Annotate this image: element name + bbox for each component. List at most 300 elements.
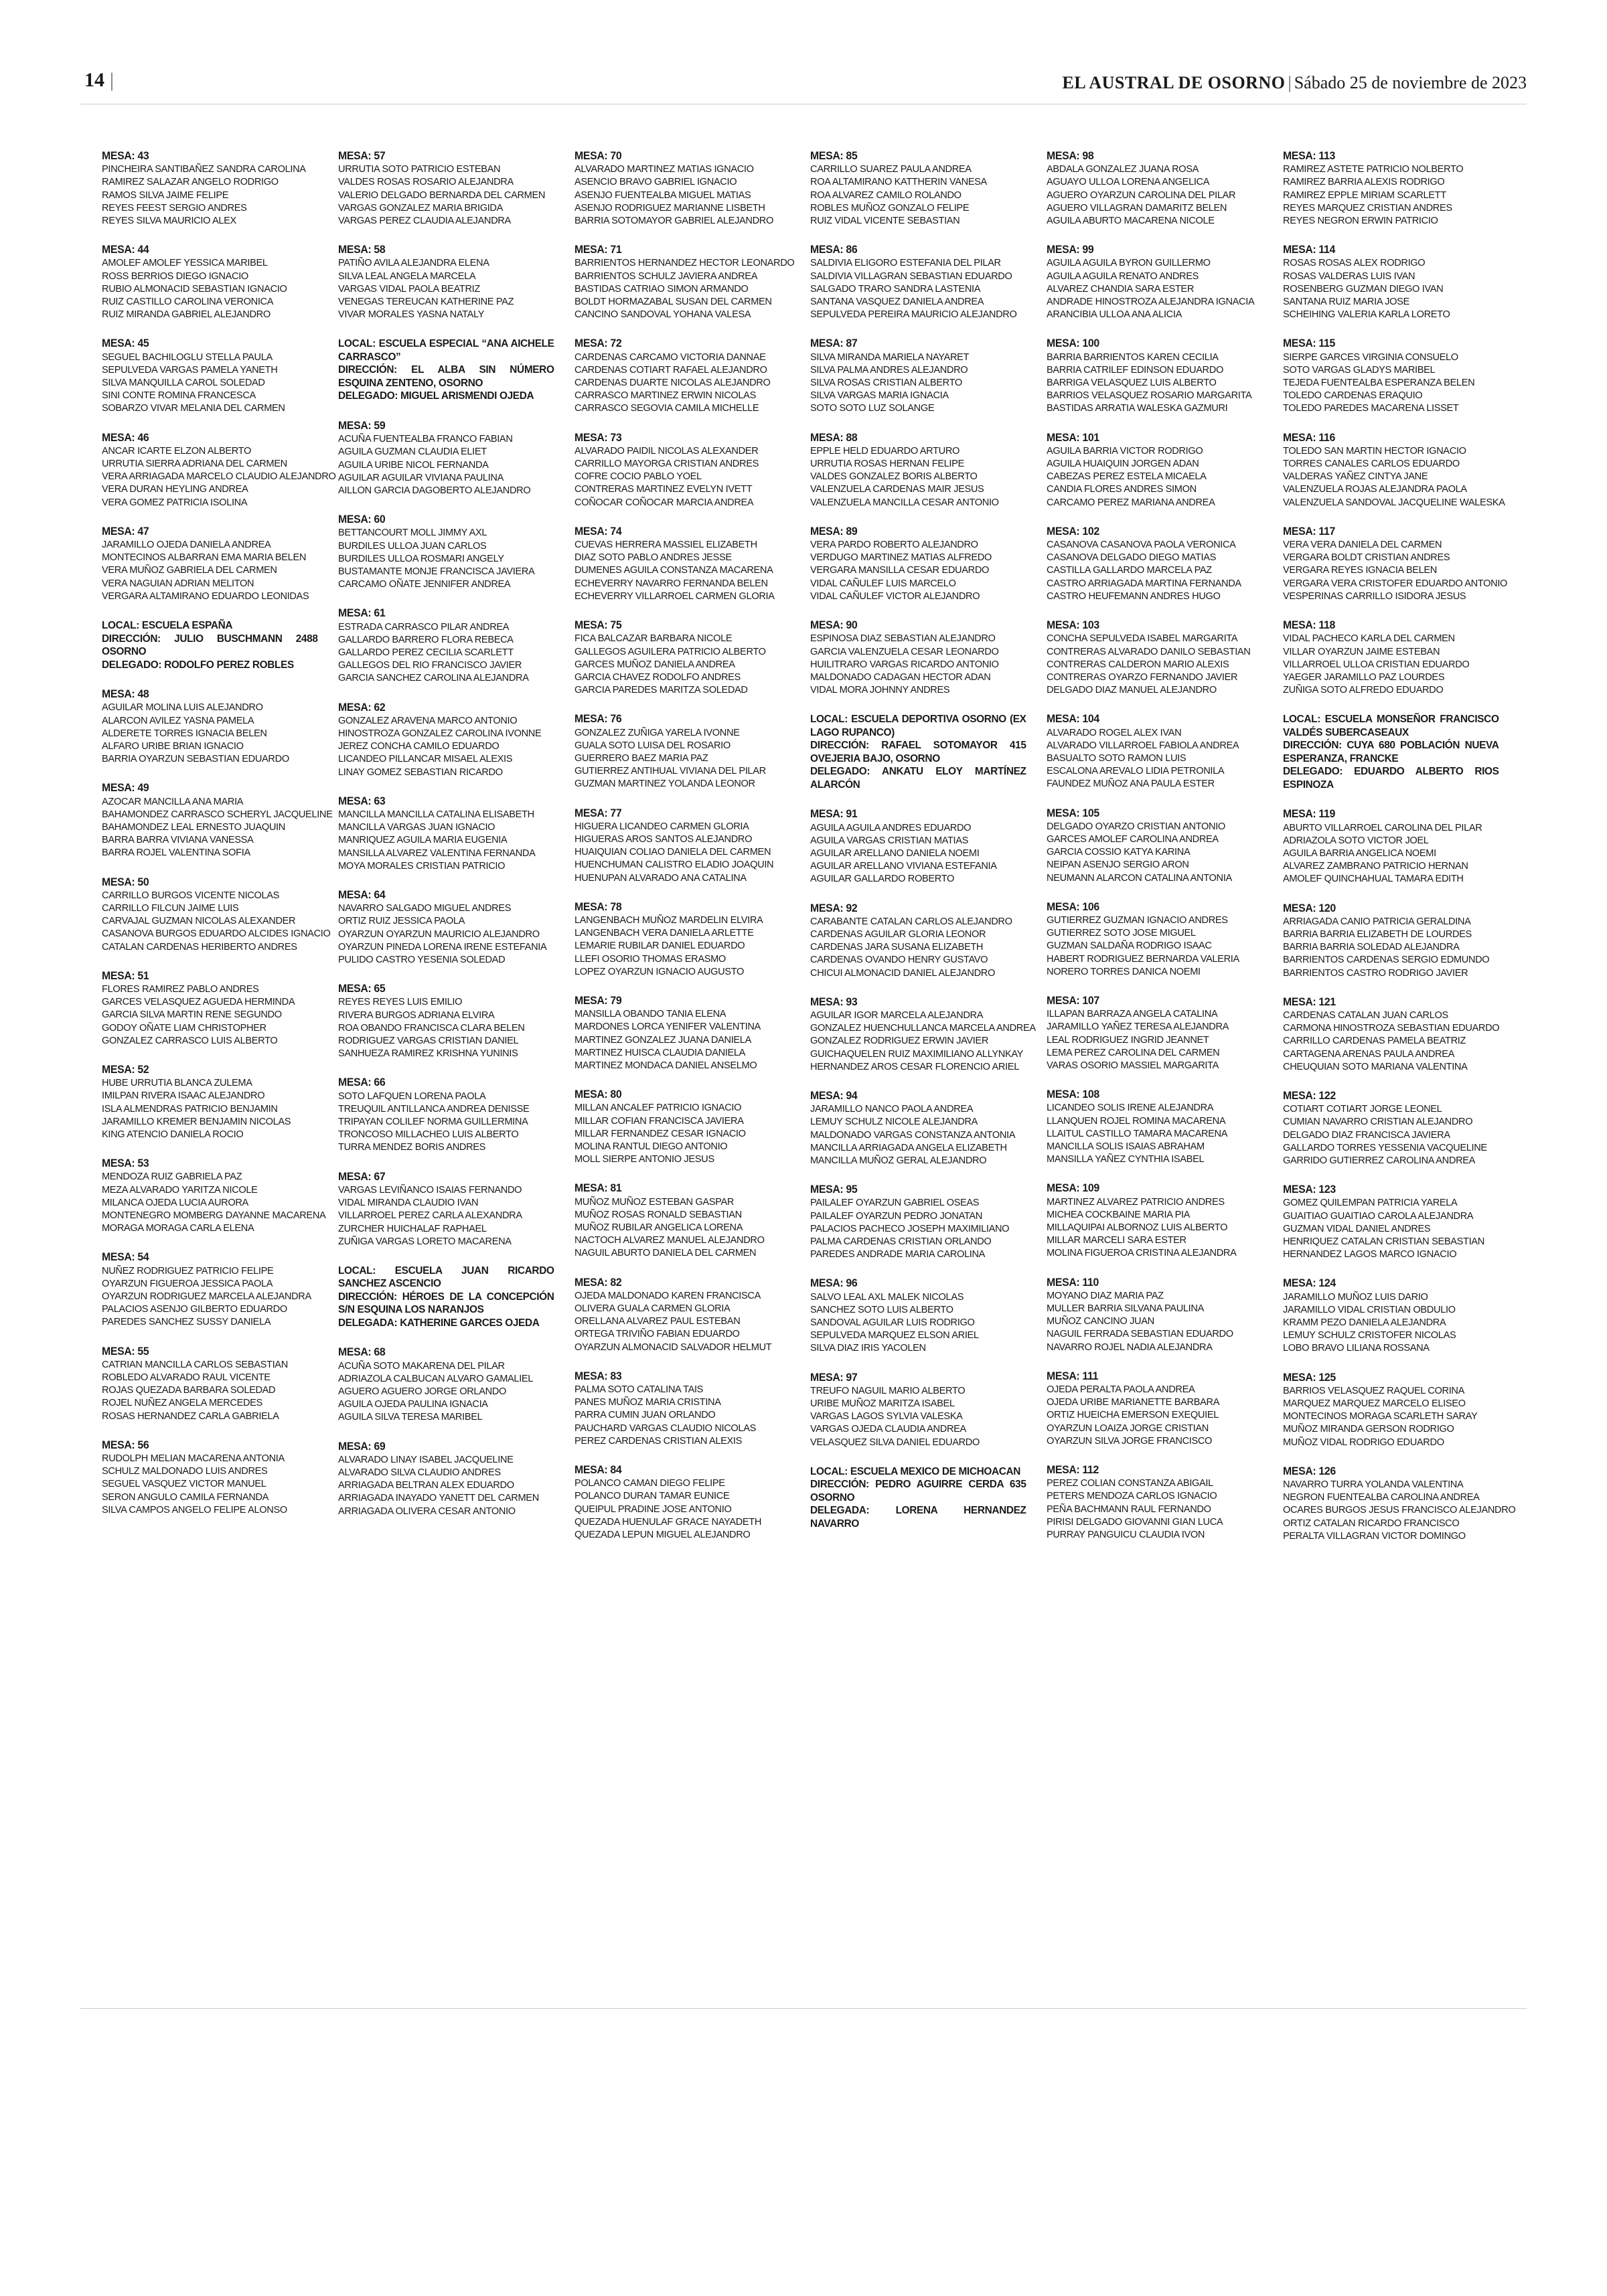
voter-name: LINAY GOMEZ SEBASTIAN RICARDO — [337, 766, 503, 778]
mesa-block — [575, 901, 791, 978]
voter-name: SEPULVEDA PEREIRA MAURICIO ALEJANDRO — [810, 309, 1017, 321]
mesa-title: MESA: 103 — [1047, 619, 1100, 632]
mesa-block — [1283, 996, 1499, 1073]
voter-name: NACTOCH ALVAREZ MANUEL ALEJANDRO — [574, 1234, 765, 1246]
voter-name: GONZALEZ HUENCHULLANCA MARCELA ANDREA — [810, 1022, 1037, 1034]
voter-name: JARAMILLO YAÑEZ TERESA ALEJANDRA — [1047, 1021, 1229, 1033]
voter-name: VERGARA REYES IGNACIA BELEN — [1282, 564, 1437, 576]
voter-name: VARGAS VIDAL PAOLA BEATRIZ — [337, 282, 480, 295]
mesa-block — [1047, 432, 1263, 509]
voter-name: ALVARADO PAIDIL NICOLAS ALEXANDER — [574, 444, 758, 457]
voter-name: LICANDEO PILLANCAR MISAEL ALEXIS — [337, 753, 512, 765]
voter-name: OJEDA PERALTA PAOLA ANDREA — [1047, 1384, 1195, 1396]
voter-name: TOLEDO SAN MARTIN HECTOR IGNACIO — [1282, 444, 1466, 457]
voter-name: MONTENEGRO MOMBERG DAYANNE MACARENA — [102, 1210, 326, 1221]
voter-name: ASENJO RODRIGUEZ MARIANNE LISBETH — [574, 201, 765, 214]
voter-name: COÑOCAR COÑOCAR MARCIA ANDREA — [574, 496, 753, 508]
mesa-block — [1047, 995, 1263, 1072]
mesa-block — [810, 619, 1026, 696]
local-name: LOCAL: ESCUELA DEPORTIVA OSORNO (EX LAGO RUPANCO) — [810, 714, 1026, 738]
voter-name: CARVAJAL GUZMAN NICOLAS ALEXANDER — [102, 915, 296, 927]
voter-name: PULIDO CASTRO YESENIA SOLEDAD — [337, 954, 506, 966]
voter-name: MANCILLA ARRIAGADA ANGELA ELIZABETH — [810, 1141, 1008, 1153]
voter-name: POLANCO CAMAN DIEGO FELIPE — [574, 1477, 725, 1489]
voter-name: URRUTIA SIERRA ADRIANA DEL CARMEN — [102, 458, 287, 470]
voter-name: VARGAS LAGOS SYLVIA VALESKA — [810, 1410, 963, 1422]
voter-name: KRAMM PEZO DANIELA ALEJANDRA — [1282, 1317, 1446, 1329]
mesa-title: MESA: 57 — [337, 150, 386, 162]
voter-name: MILANCA OJEDA LUCIA AURORA — [102, 1196, 248, 1208]
voter-name: OYARZUN PINEDA LORENA IRENE ESTEFANIA — [337, 940, 547, 953]
local-address: DIRECCIÓN: JULIO BUSCHMANN 2488 OSORNO — [102, 633, 318, 658]
voter-name: ADRIAZOLA SOTO VICTOR JOEL — [1282, 834, 1429, 846]
mesa-block — [575, 619, 791, 696]
voter-name: ANCAR ICARTE ELZON ALBERTO — [102, 444, 252, 457]
voter-name: OYARZUN FIGUEROA JESSICA PAOLA — [102, 1277, 273, 1289]
voter-name: CARDENAS CARCAMO VICTORIA DANNAE — [574, 351, 766, 363]
voter-name: TOLEDO PAREDES MACARENA LISSET — [1282, 402, 1459, 414]
voter-name: HERNANDEZ AROS CESAR FLORENCIO ARIEL — [810, 1060, 1020, 1072]
voter-name: ZURCHER HUICHALAF RAPHAEL — [337, 1222, 487, 1234]
voter-name: VELASQUEZ SILVA DANIEL EDUARDO — [810, 1436, 980, 1448]
local-delegate: DELEGADA: LORENA HERNANDEZ NAVARRO — [810, 1505, 1026, 1530]
mesa-title: MESA: 54 — [102, 1251, 149, 1264]
mesa-title: MESA: 91 — [810, 808, 858, 821]
mesa-title: MESA: 111 — [1047, 1370, 1099, 1382]
voter-name: SOTO VARGAS GLADYS MARIBEL — [1282, 363, 1436, 376]
voter-name: ROA ALTAMIRANO KATTHERIN VANESA — [810, 176, 988, 188]
voter-name: NAVARRO ROJEL NADIA ALEJANDRA — [1047, 1341, 1213, 1353]
voter-name: JARAMILLO OJEDA DANIELA ANDREA — [102, 539, 271, 551]
mesa-title: MESA: 96 — [810, 1277, 858, 1290]
mesa-block — [810, 902, 1026, 979]
voter-name: HERNANDEZ LAGOS MARCO IGNACIO — [1282, 1248, 1457, 1260]
voter-name: CHEUQUIAN SOTO MARIANA VALENTINA — [1282, 1060, 1468, 1072]
mesa-block — [810, 432, 1026, 509]
mesa-block — [1047, 244, 1263, 321]
voter-name: MARQUEZ MARQUEZ MARCELO ELISEO — [1282, 1398, 1466, 1410]
mesa-title: MESA: 56 — [102, 1439, 149, 1451]
voter-name: MENDOZA RUIZ GABRIELA PAZ — [102, 1171, 242, 1183]
mesa-block — [102, 688, 318, 765]
voter-name: VALDES GONZALEZ BORIS ALBERTO — [810, 471, 978, 483]
mesa-title: MESA: 121 — [1282, 995, 1336, 1008]
voter-name: TOLEDO CARDENAS ERAQUIO — [1282, 390, 1423, 402]
voter-name: VALDES ROSAS ROSARIO ALEJANDRA — [337, 176, 514, 188]
voter-name: NEGRON FUENTEALBA CAROLINA ANDREA — [1282, 1491, 1480, 1503]
voter-name: VERA VERA DANIELA DEL CARMEN — [1282, 539, 1442, 551]
local-delegate: DELEGADA: KATHERINE GARCES OJEDA — [337, 1317, 540, 1329]
voter-name: MONTECINOS MORAGA SCARLETH SARAY — [1282, 1410, 1478, 1422]
mesa-block — [102, 1345, 318, 1422]
mesa-title: MESA: 87 — [810, 337, 858, 350]
masthead: EL AUSTRAL DE OSORNO | Sábado 25 de noviembre de 2023 — [1062, 73, 1527, 92]
mesa-title: MESA: 78 — [574, 900, 621, 913]
voter-name: NAGUIL ABURTO DANIELA DEL CARMEN — [574, 1247, 756, 1259]
voter-name: AGUILA SILVA TERESA MARIBEL — [337, 1411, 483, 1423]
voter-name: CARRILLO BURGOS VICENTE NICOLAS — [102, 889, 280, 901]
voter-name: ESPINOSA DIAZ SEBASTIAN ALEJANDRO — [810, 633, 996, 645]
voter-name: BAHAMONDEZ CARRASCO SCHERYL JACQUELINE — [102, 808, 333, 820]
mesa-block — [102, 970, 318, 1047]
voter-name: CARRILLO CARDENAS PAMELA BEATRIZ — [1282, 1035, 1466, 1047]
voter-name: RAMIREZ ASTETE PATRICIO NOLBERTO — [1282, 163, 1464, 175]
voter-name: MARTINEZ GONZALEZ JUANA DANIELA — [574, 1034, 751, 1046]
voter-name: ALARCON AVILEZ YASNA PAMELA — [102, 714, 254, 726]
mesa-title: MESA: 85 — [810, 150, 858, 162]
column-3 — [574, 150, 795, 1924]
mesa-title: MESA: 93 — [810, 995, 858, 1008]
voter-name: GALLEGOS AGUILERA PATRICIO ALBERTO — [574, 645, 766, 657]
voter-name: MILLAR MARCELI SARA ESTER — [1047, 1234, 1187, 1246]
voter-name: SANHUEZA RAMIREZ KRISHNA YUNINIS — [337, 1048, 518, 1060]
voter-name: REYES NEGRON ERWIN PATRICIO — [1282, 215, 1438, 227]
voter-name: NUÑEZ RODRIGUEZ PATRICIO FELIPE — [102, 1264, 274, 1277]
voter-name: MUÑOZ CANCINO JUAN — [1047, 1315, 1155, 1327]
voter-name: CARCAMO PEREZ MARIANA ANDREA — [1047, 496, 1215, 508]
mesa-title: MESA: 76 — [574, 713, 621, 726]
voter-name: LICANDEO SOLIS IRENE ALEJANDRA — [1047, 1102, 1214, 1114]
voter-name: ORTIZ CATALAN RICARDO FRANCISCO — [1282, 1517, 1460, 1529]
voter-name: AGUILA OJEDA PAULINA IGNACIA — [337, 1398, 488, 1410]
mesa-block — [102, 150, 318, 227]
voter-name: AGUERO OYARZUN CAROLINA DEL PILAR — [1047, 189, 1236, 201]
mesa-block — [575, 995, 791, 1072]
mesa-title: MESA: 107 — [1047, 994, 1100, 1007]
voter-name: SCHEIHING VALERIA KARLA LORETO — [1282, 309, 1450, 321]
voter-name: TREUFO NAGUIL MARIO ALBERTO — [810, 1384, 966, 1396]
voter-name: CASTILLA GALLARDO MARCELA PAZ — [1047, 564, 1213, 576]
mesa-title: MESA: 64 — [337, 889, 386, 902]
voter-name: AGUILA URIBE NICOL FERNANDA — [337, 459, 489, 471]
voter-name: AGUILA AGUILA BYRON GUILLERMO — [1047, 257, 1211, 269]
mesa-title: MESA: 116 — [1282, 431, 1335, 444]
voter-name: COFRE COCIO PABLO YOEL — [574, 471, 702, 483]
mesa-title: MESA: 80 — [574, 1088, 621, 1101]
voter-name: ILLAPAN BARRAZA ANGELA CATALINA — [1047, 1008, 1218, 1020]
voter-name: ROSENBERG GUZMAN DIEGO IVAN — [1282, 282, 1444, 295]
mesa-title: MESA: 81 — [574, 1182, 621, 1195]
mesa-block — [1047, 901, 1263, 978]
voter-name: SIERPE GARCES VIRGINIA CONSUELO — [1282, 351, 1458, 363]
voter-name: JARAMILLO NANCO PAOLA ANDREA — [810, 1103, 974, 1115]
voter-name: RUDOLPH MELIAN MACARENA ANTONIA — [102, 1453, 285, 1465]
voter-name: BARRIA BARRIENTOS KAREN CECILIA — [1047, 351, 1219, 363]
voter-name: DELGADO OYARZO CRISTIAN ANTONIO — [1047, 820, 1226, 832]
voter-name: BARRIENTOS CARDENAS SERGIO EDMUNDO — [1282, 954, 1490, 966]
mesa-title: MESA: 88 — [810, 431, 858, 444]
voter-name: BURDILES ULLOA ROSMARI ANGELY — [337, 552, 504, 564]
mesa-block — [574, 244, 795, 321]
voter-name: VERGARA VERA CRISTOFER EDUARDO ANTONIO — [1282, 577, 1508, 589]
local-delegate: DELEGADO: EDUARDO ALBERTO RIOS ESPINOZA — [1282, 766, 1499, 791]
mesa-title: MESA: 70 — [574, 150, 621, 162]
voter-name: MILLAR FERNANDEZ CESAR IGNACIO — [574, 1127, 746, 1139]
voter-name: ORTEGA TRIVIÑO FABIAN EDUARDO — [574, 1328, 740, 1340]
voter-name: ORTIZ HUEICHA EMERSON EXEQUIEL — [1047, 1409, 1219, 1421]
voter-name: BETTANCOURT MOLL JIMMY AXL — [337, 527, 487, 539]
mesa-title: MESA: 45 — [102, 337, 149, 350]
mesa-block — [1047, 1182, 1263, 1259]
local-delegate: DELEGADO: ANKATU ELOY MARTÍNEZ ALARCÓN — [810, 766, 1026, 791]
mesa-block — [338, 1076, 554, 1153]
mesa-block — [575, 1088, 791, 1165]
voter-name: VALENZUELA CARDENAS MAIR JESUS — [810, 483, 984, 495]
voter-name: MARTINEZ MONDACA DANIEL ANSELMO — [574, 1059, 757, 1071]
voter-name: PIRISI DELGADO GIOVANNI GIAN LUCA — [1047, 1515, 1223, 1528]
voter-name: GONZALEZ ZUÑIGA YARELA IVONNE — [574, 726, 740, 738]
voter-name: ROSS BERRIOS DIEGO IGNACIO — [102, 270, 248, 282]
mesa-title: MESA: 101 — [1047, 431, 1100, 444]
voter-name: GARCIA VALENZUELA CESAR LEONARDO — [810, 645, 999, 657]
voter-name: AGUILAR ARELLANO VIVIANA ESTEFANIA — [810, 860, 998, 872]
voter-name: GARCIA PAREDES MARITZA SOLEDAD — [574, 684, 748, 696]
mesa-block — [810, 150, 1026, 227]
voter-name: ROA OBANDO FRANCISCA CLARA BELEN — [337, 1021, 525, 1034]
voter-name: CASANOVA CASANOVA PAOLA VERONICA — [1047, 539, 1236, 551]
voter-name: BURDILES ULLOA JUAN CARLOS — [337, 540, 487, 552]
voter-name: GUERRERO BAEZ MARIA PAZ — [574, 752, 708, 764]
mesa-block — [810, 808, 1026, 885]
voter-name: NORERO TORRES DANICA NOEMI — [1047, 965, 1201, 977]
voter-name: NAVARRO TURRA YOLANDA VALENTINA — [1282, 1479, 1464, 1491]
mesa-block — [810, 244, 1026, 321]
footer-divider — [80, 2008, 1527, 2009]
voter-name: SANTANA VASQUEZ DANIELA ANDREA — [810, 296, 984, 308]
local-block — [338, 1264, 554, 1330]
voter-name: VERA ARRIAGADA MARCELO CLAUDIO ALEJANDRO — [102, 471, 336, 483]
voter-name: GARCIA CHAVEZ RODOLFO ANDRES — [574, 671, 741, 683]
voter-name: BOLDT HORMAZABAL SUSAN DEL CARMEN — [574, 296, 772, 308]
voter-name: LEMARIE RUBILAR DANIEL EDUARDO — [574, 940, 745, 952]
voter-name: CARCAMO OÑATE JENNIFER ANDREA — [337, 578, 511, 590]
voter-name: ORTIZ RUIZ JESSICA PAOLA — [337, 915, 465, 927]
voter-name: MANCILLA SOLIS ISAIAS ABRAHAM — [1047, 1141, 1205, 1152]
voter-name: NAGUIL FERRADA SEBASTIAN EDUARDO — [1047, 1328, 1233, 1340]
mesa-title: MESA: 97 — [810, 1371, 858, 1384]
mesa-title: MESA: 119 — [1282, 808, 1335, 821]
mesa-block — [338, 1346, 554, 1423]
voter-name: SOTO SOTO LUZ SOLANGE — [810, 402, 935, 414]
voter-name: EPPLE HELD EDUARDO ARTURO — [810, 444, 960, 457]
mesa-title: MESA: 50 — [102, 876, 149, 888]
voter-name: MALDONADO CADAGAN HECTOR ADAN — [810, 671, 991, 683]
page-number: 14 | — [84, 69, 114, 91]
voter-name: PANES MUÑOZ MARIA CRISTINA — [574, 1396, 721, 1408]
voter-name: DELGADO DIAZ MANUEL ALEJANDRO — [1047, 684, 1217, 696]
local-address: DIRECCIÓN: HÉROES DE LA CONCEPCIÓN S/N ESQUINA LOS NARANJOS — [337, 1291, 554, 1316]
voter-name: HUENCHUMAN CALISTRO ELADIO JOAQUIN — [574, 859, 773, 871]
voter-name: SILVA PALMA ANDRES ALEJANDRO — [810, 363, 968, 376]
voter-name: AGUILA GUZMAN CLAUDIA ELIET — [337, 446, 487, 458]
mesa-block — [102, 525, 318, 602]
voter-name: VIDAL MORA JOHNNY ANDRES — [810, 684, 950, 696]
voter-name: PAREDES ANDRADE MARIA CAROLINA — [810, 1248, 986, 1260]
voter-name: CUMIAN NAVARRO CRISTIAN ALEJANDRO — [1282, 1116, 1473, 1128]
voter-name: BAHAMONDEZ LEAL ERNESTO JUAQUIN — [102, 821, 285, 833]
voter-name: VESPERINAS CARRILLO ISIDORA JESUS — [1282, 590, 1466, 602]
local-block — [102, 619, 318, 671]
mesa-block — [1283, 619, 1499, 696]
mesa-title: MESA: 123 — [1282, 1183, 1336, 1196]
voter-name: BARRA BARRA VIVIANA VANESSA — [102, 834, 254, 846]
local-address: DIRECCIÓN: EL ALBA SIN NÚMERO ESQUINA ZENTENO, OSORNO — [337, 364, 554, 389]
voter-name: GUTIERREZ GUZMAN IGNACIO ANDRES — [1047, 914, 1228, 926]
voter-name: LANGENBACH MUÑOZ MARDELIN ELVIRA — [574, 914, 763, 926]
voter-name: BARRIA SOTOMAYOR GABRIEL ALEJANDRO — [574, 215, 773, 227]
voter-name: LOPEZ OYARZUN IGNACIO AUGUSTO — [574, 965, 744, 977]
voter-name: OJEDA MALDONADO KAREN FRANCISCA — [574, 1289, 761, 1301]
voter-name: REYES FEEST SERGIO ANDRES — [102, 201, 247, 214]
mesa-block — [102, 1251, 318, 1328]
voter-name: MALDONADO VARGAS CONSTANZA ANTONIA — [810, 1129, 1016, 1141]
column-5 — [1047, 150, 1263, 1924]
mesa-block — [1047, 1088, 1263, 1165]
voter-name: ECHEVERRY NAVARRO FERNANDA BELEN — [574, 577, 768, 589]
voter-name: REYES REYES LUIS EMILIO — [337, 996, 462, 1008]
mesa-block — [102, 244, 318, 321]
voter-name: CARRASCO MARTINEZ ERWIN NICOLAS — [574, 390, 756, 402]
voter-name: GARRIDO GUTIERREZ CAROLINA ANDREA — [1282, 1154, 1476, 1166]
voter-name: VARGAS LEVIÑANCO ISAIAS FERNANDO — [337, 1183, 522, 1196]
voter-name: VIDAL PACHECO KARLA DEL CARMEN — [1282, 633, 1455, 645]
voter-name: PEREZ COLIAN CONSTANZA ABIGAIL — [1047, 1477, 1214, 1489]
voter-name: GARCES AMOLEF CAROLINA ANDREA — [1047, 833, 1219, 845]
voter-name: AGUILAR ARELLANO DANIELA NOEMI — [810, 847, 980, 859]
voter-name: CANCINO SANDOVAL YOHANA VALESA — [574, 309, 751, 321]
publication-date: Sábado 25 de noviembre de 2023 — [1294, 73, 1527, 92]
voter-name: BUSTAMANTE MONJE FRANCISCA JAVIERA — [337, 565, 535, 577]
voter-name: MUÑOZ ROSAS RONALD SEBASTIAN — [574, 1208, 742, 1220]
voter-name: MOLL SIERPE ANTONIO JESUS — [574, 1153, 714, 1165]
voter-name: VERA PARDO ROBERTO ALEJANDRO — [810, 539, 979, 551]
voter-name: MARTINEZ HUISCA CLAUDIA DANIELA — [574, 1046, 745, 1058]
voter-name: OLIVERA GUALA CARMEN GLORIA — [574, 1303, 730, 1315]
mesa-block — [338, 150, 554, 227]
local-delegate: DELEGADO: MIGUEL ARISMENDI OJEDA — [337, 390, 534, 402]
voter-name: ASENCIO BRAVO GABRIEL IGNACIO — [574, 176, 737, 188]
voter-name: GARCIA SILVA MARTIN RENE SEGUNDO — [102, 1009, 282, 1021]
voter-name: GARCES VELASQUEZ AGUEDA HERMINDA — [102, 996, 295, 1008]
voter-name: RUIZ VIDAL VICENTE SEBASTIAN — [810, 215, 960, 227]
voter-name: JARAMILLO MUÑOZ LUIS DARIO — [1282, 1291, 1428, 1303]
voter-name: ROJAS QUEZADA BARBARA SOLEDAD — [102, 1384, 276, 1396]
voter-name: TURRA MENDEZ BORIS ANDRES — [337, 1141, 485, 1153]
mesa-title: MESA: 72 — [574, 337, 621, 350]
mesa-block — [338, 795, 554, 872]
mesa-block — [1283, 1183, 1499, 1260]
mesa-block — [575, 525, 791, 602]
voter-name: RAMIREZ BARRIA ALEXIS RODRIGO — [1282, 176, 1445, 188]
voter-name: CARDENAS OVANDO HENRY GUSTAVO — [810, 954, 988, 966]
voter-name: SANTANA RUIZ MARIA JOSE — [1282, 296, 1409, 308]
mesa-block — [810, 1090, 1026, 1167]
voter-name: POLANCO DURAN TAMAR EUNICE — [574, 1490, 729, 1502]
voter-name: CARDENAS AGUILAR GLORIA LEONOR — [810, 928, 986, 940]
voter-name: HINOSTROZA GONZALEZ CAROLINA IVONNE — [337, 728, 542, 739]
voter-name: PURRAY PANGUICU CLAUDIA IVON — [1047, 1529, 1205, 1541]
voter-name: JARAMILLO VIDAL CRISTIAN OBDULIO — [1282, 1303, 1456, 1315]
voter-name: OYARZUN RODRIGUEZ MARCELA ALEJANDRA — [102, 1291, 311, 1303]
mesa-block — [810, 337, 1026, 414]
local-block — [810, 1465, 1026, 1531]
voter-name: OYARZUN LOAIZA JORGE CRISTIAN — [1047, 1422, 1209, 1434]
voter-name: LLEFI OSORIO THOMAS ERASMO — [574, 953, 726, 965]
voter-name: GUTIERREZ SOTO JOSE MIGUEL — [1047, 927, 1196, 939]
voter-name: BASTIDAS ARRATIA WALESKA GAZMURI — [1047, 402, 1228, 414]
voter-name: AGUAYO ULLOA LORENA ANGELICA — [1047, 176, 1210, 188]
voter-name: LOBO BRAVO LILIANA ROSSANA — [1282, 1342, 1430, 1354]
voter-name: REYES MARQUEZ CRISTIAN ANDRES — [1282, 201, 1452, 214]
voter-name: VILLAR OYARZUN JAIME ESTEBAN — [1282, 645, 1440, 657]
voter-name: OCARES BURGOS JESUS FRANCISCO ALEJANDRO — [1282, 1504, 1516, 1516]
mesa-block — [1047, 1370, 1263, 1447]
voter-name: SILVA DIAZ IRIS YACOLEN — [810, 1342, 927, 1354]
mesa-title: MESA: 110 — [1047, 1276, 1099, 1289]
voter-name: VARGAS GONZALEZ MARIA BRIGIDA — [337, 201, 503, 214]
mesa-title: MESA: 52 — [102, 1063, 149, 1076]
mesa-title: MESA: 102 — [1047, 525, 1100, 538]
mesa-title: MESA: 66 — [337, 1076, 386, 1089]
voter-name: ARRIAGADA BELTRAN ALEX EDUARDO — [337, 1479, 514, 1491]
voter-name: GARCES MUÑOZ DANIELA ANDREA — [574, 658, 735, 670]
column-6 — [1282, 150, 1516, 1924]
voter-name: AGUILA BARRIA ANGELICA NOEMI — [1282, 847, 1436, 859]
voter-name: LEAL RODRIGUEZ INGRID JEANNET — [1047, 1034, 1209, 1046]
mesa-title: MESA: 115 — [1282, 337, 1335, 350]
mesa-title: MESA: 58 — [337, 244, 386, 256]
voter-name: BARRIOS VELASQUEZ ROSARIO MARGARITA — [1047, 390, 1252, 402]
voter-name: SALVO LEAL AXL MALEK NICOLAS — [810, 1291, 964, 1303]
voter-name: BASTIDAS CATRIAO SIMON ARMANDO — [574, 282, 749, 295]
mesa-block — [338, 244, 554, 321]
voter-name: RAMIREZ EPPLE MIRIAM SCARLETT — [1282, 189, 1446, 201]
voter-name: CONTRERAS MARTINEZ EVELYN IVETT — [574, 483, 752, 495]
mesa-title: MESA: 79 — [574, 994, 621, 1007]
voter-name: URRUTIA ROSAS HERNAN FELIPE — [810, 458, 965, 470]
voting-tables-listing — [102, 150, 1516, 1924]
voter-name: CUEVAS HERRERA MASSIEL ELIZABETH — [574, 539, 757, 551]
voter-name: AGUILAR MOLINA LUIS ALEJANDRO — [102, 702, 263, 714]
voter-name: VENEGAS TEREUCAN KATHERINE PAZ — [337, 296, 514, 308]
voter-name: SERON ANGULO CAMILA FERNANDA — [102, 1491, 269, 1503]
voter-name: SILVA VARGAS MARIA IGNACIA — [810, 390, 949, 402]
voter-name: GALLARDO PEREZ CECILIA SCARLETT — [337, 646, 514, 658]
voter-name: ROSAS HERNANDEZ CARLA GABRIELA — [102, 1410, 279, 1422]
voter-name: PAREDES SANCHEZ SUSSY DANIELA — [102, 1316, 271, 1328]
mesa-block — [338, 513, 554, 590]
voter-name: VERA NAGUIAN ADRIAN MELITON — [102, 577, 254, 589]
mesa-block — [1047, 713, 1263, 790]
mesa-title: MESA: 95 — [810, 1183, 858, 1196]
voter-name: HIGUERAS AROS SANTOS ALEJANDRO — [574, 833, 752, 845]
voter-name: LLANQUEN ROJEL ROMINA MACARENA — [1047, 1115, 1226, 1127]
voter-name: MANSILLA ALVAREZ VALENTINA FERNANDA — [337, 847, 536, 859]
voter-name: OYARZUN ALMONACID SALVADOR HELMUT — [574, 1341, 771, 1353]
mesa-block — [810, 525, 1026, 602]
voter-name: ACUÑA FUENTEALBA FRANCO FABIAN — [337, 433, 513, 445]
voter-name: NAVARRO SALGADO MIGUEL ANDRES — [337, 902, 511, 914]
voter-name: VALENZUELA SANDOVAL JACQUELINE WALESKA — [1282, 496, 1505, 508]
voter-name: DIAZ SOTO PABLO ANDRES JESSE — [574, 552, 732, 564]
mesa-title: MESA: 60 — [337, 513, 386, 526]
voter-name: MOYANO DIAZ MARIA PAZ — [1047, 1289, 1164, 1301]
voter-name: GUALA SOTO LUISA DEL ROSARIO — [574, 739, 731, 751]
voter-name: VALERIO DELGADO BERNARDA DEL CARMEN — [337, 189, 545, 201]
voter-name: GOMEZ QUILEMPAN PATRICIA YARELA — [1282, 1197, 1458, 1209]
voter-name: HIGUERA LICANDEO CARMEN GLORIA — [574, 820, 749, 832]
local-name: LOCAL: ESCUELA MEXICO DE MICHOACAN — [810, 1465, 1021, 1477]
